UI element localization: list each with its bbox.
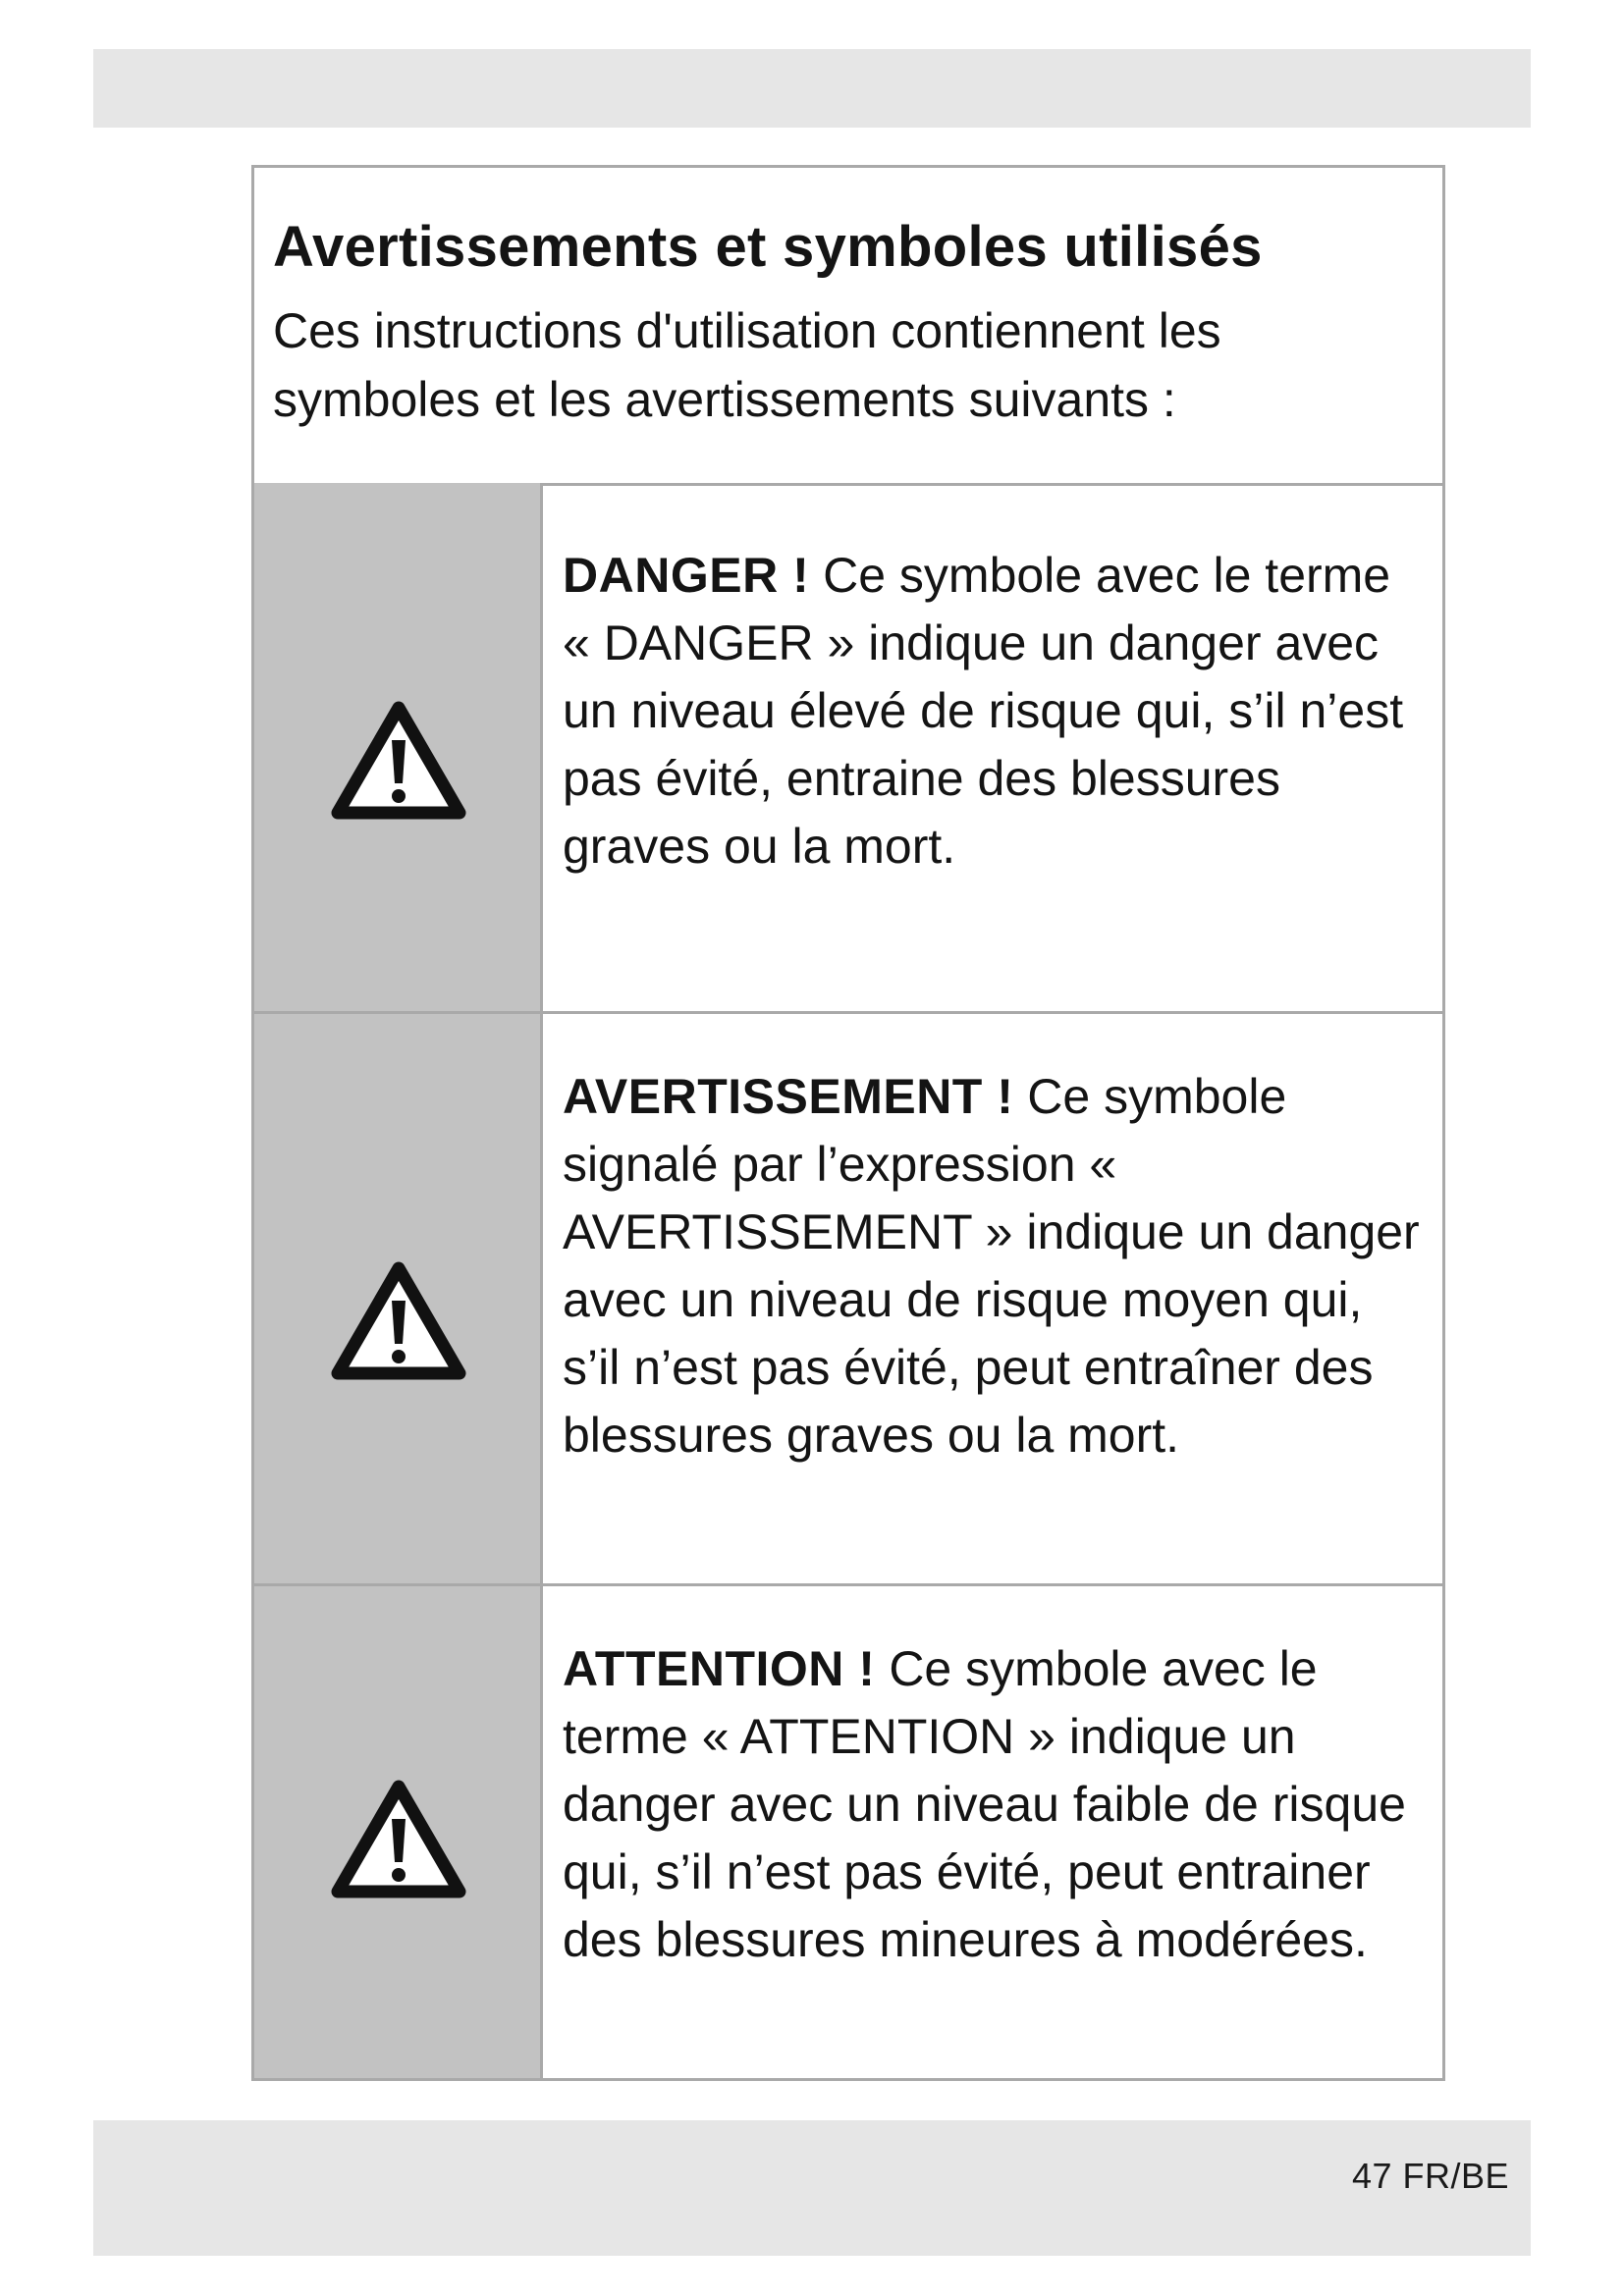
symbol-cell — [254, 1586, 543, 2078]
header-band — [93, 49, 1531, 128]
footer-band — [93, 2120, 1531, 2256]
page-number: 47 FR/BE — [1351, 2156, 1509, 2196]
warning-description — [563, 542, 1427, 881]
warning-description — [563, 1635, 1427, 1974]
warning-text-cell — [563, 1014, 1427, 1632]
warnings-table — [251, 165, 1445, 2081]
section-title: Avertissements et symboles utilisés — [273, 215, 1263, 279]
warning-label: AVERTISSEMENT ! — [563, 1069, 1014, 1124]
intro-section — [254, 168, 1442, 486]
warning-text: Ce symbole avec le terme « ATTENTION » indique un danger avec un niveau faible de risque qui, s’il n’est pas évité, peut entrainer des blessures mineures à modérées. — [563, 1641, 1406, 1967]
warning-row-danger — [254, 483, 1442, 1014]
warning-text-cell — [563, 483, 1427, 1070]
symbol-cell — [254, 483, 543, 1011]
warning-row-attention — [254, 1586, 1442, 2078]
warning-text-cell — [563, 1586, 1427, 2127]
warning-triangle-icon — [329, 699, 468, 823]
warning-triangle-icon — [329, 1259, 468, 1383]
warning-triangle-icon — [329, 1778, 468, 1901]
warning-row-avertissement — [254, 1014, 1442, 1586]
warning-label: ATTENTION ! — [563, 1641, 876, 1696]
warning-text: Ce symbole signalé par l’expression « AVERTISSEMENT » indique un danger avec un niveau de risque moyen qui, s’il n’est pas évité, peut entraîner des blessures graves ou la mort. — [563, 1069, 1420, 1463]
intro-text: Ces instructions d'utilisation contiennent les symboles et les avertissements suivants : — [273, 302, 1221, 427]
warning-label: DANGER ! — [563, 548, 810, 603]
symbol-cell — [254, 1014, 543, 1583]
warning-text: Ce symbole avec le terme « DANGER » indique un danger avec un niveau élevé de risque qui, s’il n’est pas évité, entraine des blessures graves ou la mort. — [563, 548, 1404, 874]
warning-description — [563, 1063, 1427, 1469]
